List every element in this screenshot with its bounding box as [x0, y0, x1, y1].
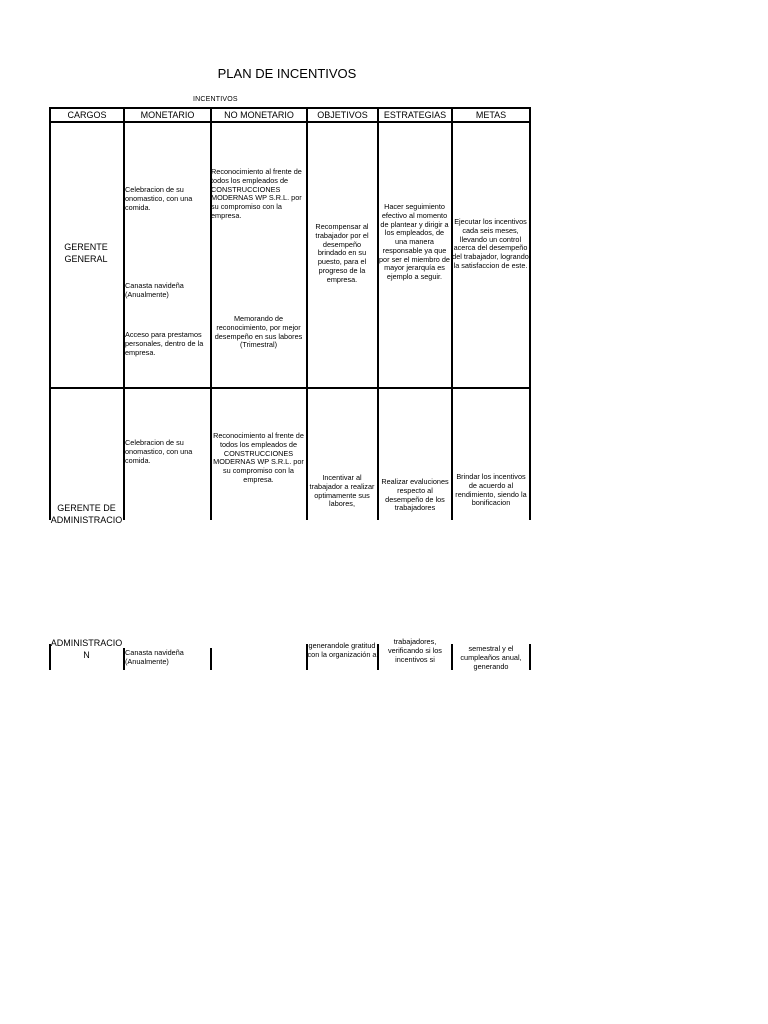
- no-monetario-item: Memorando de reconocimiento, por mejor desempeño en sus labores (Trimestral): [214, 314, 303, 350]
- objetivos-text: generandole gratitud con la organización a: [307, 641, 377, 659]
- table-fragment: [49, 637, 531, 671]
- no-monetario-item: Reconocimiento al frente de todos los empleados de CONSTRUCCIONES MODERNAS WP S.R.L. por su compromiso con la empresa.: [213, 431, 304, 484]
- metas-text: semestral y el cumpleaños anual, generando: [460, 644, 522, 671]
- page-title: PLAN DE INCENTIVOS: [217, 66, 357, 81]
- header-objetivos: OBJETIVOS: [317, 109, 368, 120]
- objetivos-text: Incentivar al trabajador a realizar optimamente sus labores,: [309, 473, 375, 509]
- column-border: [377, 644, 379, 670]
- column-border: [210, 648, 212, 670]
- metas-text: Ejecutar los incentivos cada seis meses, llevando un control acerca del desempeño del trabajador, logrando la satisfaccion de este.: [452, 217, 529, 270]
- column-border: [529, 644, 531, 670]
- estrategias-text: Realizar evaluciones respecto al desempeño de los trabajadores: [381, 477, 449, 513]
- objetivos-text: Recompensar al trabajador por el desempeño brindado en su puesto, para el progreso de la empresa.: [315, 222, 369, 284]
- cargo-gerente-general: GERENTE GENERAL: [64, 242, 108, 264]
- header-monetario: MONETARIO: [140, 109, 195, 120]
- cargo-fragment: ADMINISTRACIO N: [50, 638, 123, 660]
- cargo-gerente-administracion: GERENTE DE ADMINISTRACIO: [50, 503, 123, 525]
- monetario-item: Canasta navideña (Anualmente): [125, 281, 184, 299]
- header-cargos: CARGOS: [67, 109, 107, 120]
- monetario-item: Canasta navideña (Anualmente): [125, 648, 184, 666]
- monetario-item: Celebracion de su onomastico, con una comida.: [125, 438, 193, 465]
- monetario-item: Acceso para prestamos personales, dentro de la empresa.: [125, 330, 204, 357]
- header-estrategias: ESTRATEGIAS: [383, 109, 447, 120]
- no-monetario-item: Reconocimiento al frente de todos los empleados de CONSTRUCCIONES MODERNAS WP S.R.L. por su compromiso con la empresa.: [211, 167, 302, 220]
- estrategias-text: trabajadores, verificando si los incentivos si: [388, 637, 442, 664]
- header-no-monetario: NO MONETARIO: [224, 109, 294, 120]
- monetario-item: Celebracion de su onomastico, con una comida.: [125, 185, 193, 212]
- header-metas: METAS: [475, 109, 507, 120]
- table-caption: INCENTIVOS: [193, 96, 238, 103]
- row-gerente-administracion: [49, 389, 531, 525]
- estrategias-text: Hacer seguimiento efectivo al momento de plantear y dirigir a los empleados, de una manera responsable ya que por ser el miembro de mayor jerarquía es ejemplo a seguir.: [379, 202, 450, 281]
- metas-text: Brindar los incentivos de acuerdo al rendimiento, siendo la bonificacion: [455, 472, 527, 508]
